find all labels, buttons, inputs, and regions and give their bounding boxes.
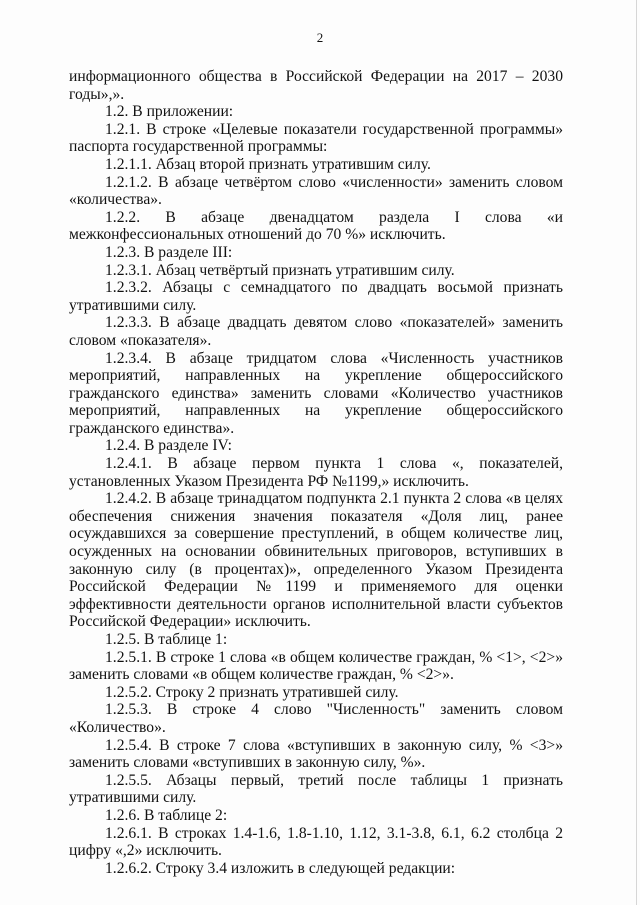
paragraph: 1.2.6. В таблице 2: [105, 806, 228, 824]
paragraph: 1.2.3.3. В абзаце двадцать девятом слово «показателей» заменить словом «показателя». [69, 314, 563, 349]
paragraph: 1.2.4.1. В абзаце первом пункта 1 слова «, показателей, установленных Указом Президента РФ №1199,» исключить. [69, 455, 563, 490]
paragraph: 1.2.3. В разделе III: [105, 243, 233, 261]
paragraph: 1.2.4.2. В абзаце тринадцатом подпункта 2.1 пункта 2 слова «в целях обеспечения снижения значения показателя «Доля лиц, ранее осуждавшихся за совершение преступлений, в общем количестве лиц, осужденных на основании обвинительных приговоров, вступивших в законную силу (в процентах)», определенного Указом Президента Российской Федерации №1199 и применяемого для оценки эффективности деятельности органов исполнительной власти субъектов Российской Федерации» исключить. [69, 490, 563, 631]
page-number: 2 [316, 30, 324, 45]
paragraph: 1.2.5.5. Абзацы первый, третий после таблицы 1 признать утратившими силу. [69, 771, 563, 807]
paragraph: 1.2.5.2. Строку 2 признать утратившей силу. [105, 683, 399, 701]
paragraph: информационного общества в Российской Федерации на 2017 – 2030 годы»,». [69, 68, 563, 103]
scan-edge-line [636, 0, 637, 905]
paragraph: 1.2.5.4. В строке 7 слова «вступивших в законную силу, % <3>» заменить словами «вступивших в законную силу, %». [69, 736, 563, 772]
paragraph: 1.2.1. В строке «Целевые показатели государственной программы» паспорта государственной программы: [69, 120, 563, 156]
paragraph: 1.2.5.3. В строке 4 слово "Численность" заменить словом «Количество». [69, 701, 563, 736]
paragraph: 1.2.5. В таблице 1: [105, 631, 228, 648]
paragraph: 1.2.3.2. Абзацы с семнадцатого по двадцать восьмой признать утратившими силу. [69, 279, 563, 314]
paragraph: 1.2.2. В абзаце двенадцатом раздела I слова «и межконфессиональных отношений до 70 %» исключить. [69, 208, 563, 244]
paragraph: 1.2.4. В разделе IV: [105, 437, 232, 455]
paragraph: 1.2.3.1. Абзац четвёртый признать утратившим силу. [105, 261, 455, 279]
paragraph: 1.2.1.1. Абзац второй признать утратившим силу. [105, 155, 431, 173]
paragraph: 1.2. В приложении: [105, 103, 234, 121]
document-body [69, 68, 563, 877]
paragraph: 1.2.5.1. В строке 1 слова «в общем количестве граждан, % <1>, <2>» заменить словами «в общем количестве граждан, % <2>». [69, 648, 563, 684]
paragraph: 1.2.6.1. В строках 1.4-1.6, 1.8-1.10, 1.12, 3.1-3.8, 6.1, 6.2 столбца 2 цифру «,2» исключить. [69, 824, 563, 860]
paragraph: 1.2.1.2. В абзаце четвёртом слово «численности» заменить словом «количества». [69, 173, 563, 209]
paragraph: 1.2.6.2. Строку 3.4 изложить в следующей редакции: [105, 859, 456, 877]
paragraph: 1.2.3.4. В абзаце тридцатом слова «Численность участников мероприятий, направленных на укрепление общероссийского гражданского единства» заменить словами «Количество участников мероприятий, направленных на укрепление общероссийского гражданского единства». [69, 349, 563, 437]
